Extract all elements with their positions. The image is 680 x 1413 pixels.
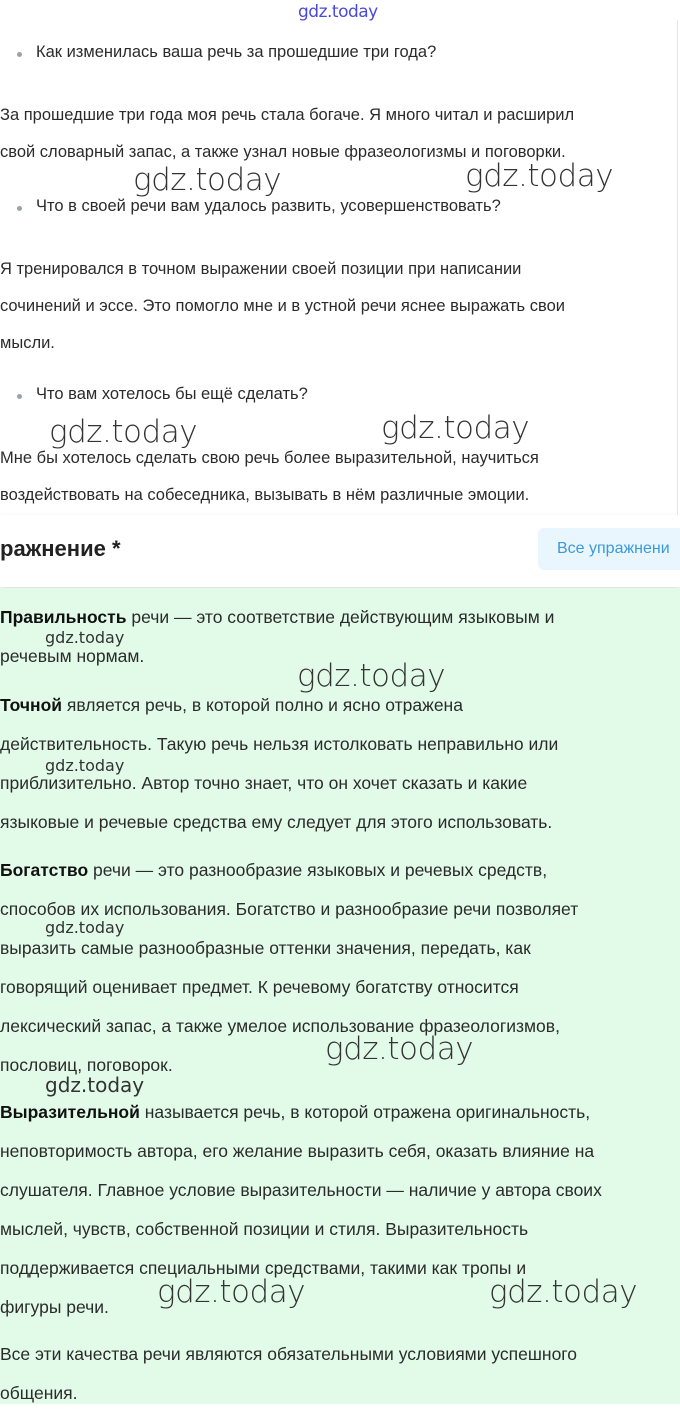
- answer-line: Мне бы хотелось сделать свою речь более выразительной, научиться: [0, 449, 539, 467]
- text-line: речи — это разнообразие языковых и речевых средств,: [88, 860, 548, 880]
- watermark: gdz.today: [489, 1274, 638, 1310]
- text-line: Все эти качества речи являются обязательными условиями успешного: [0, 1344, 578, 1364]
- text-line: речевым нормам.: [0, 646, 145, 666]
- answer-line: сочинений и эссе. Это помогло мне и в устной речи яснее выражать свои: [0, 297, 565, 315]
- text-line: неповторимость автора, его желание выразить себя, оказать влияние на: [0, 1141, 595, 1161]
- term-expressiveness: Выразительной: [0, 1102, 140, 1122]
- text-line: фигуры речи.: [0, 1297, 109, 1317]
- watermark: gdz.today: [157, 1274, 306, 1310]
- text-line: языковые и речевые средства ему следует для этого использовать.: [0, 812, 553, 832]
- text-line: слушателя. Главное условие выразительности — наличие у автора своих: [0, 1180, 602, 1200]
- watermark: gdz.today: [45, 756, 125, 775]
- text-line: выразить самые разнообразные оттенки значения, передать, как: [0, 938, 531, 958]
- watermark: gdz.today: [297, 658, 446, 694]
- text-line: действительность. Такую речь нельзя истолковать неправильно или: [0, 734, 559, 754]
- text-line: способов их использования. Богатство и разнообразие речи позволяет: [0, 899, 579, 919]
- text-line: речи — это соответствие действующим языковым и: [126, 607, 555, 627]
- section-title: ражнение *: [0, 536, 121, 561]
- watermark: gdz.today: [381, 410, 530, 446]
- watermark: gdz.today: [465, 158, 614, 194]
- answer-2: [0, 251, 680, 362]
- question-3: Что вам хотелось бы ещё сделать?: [36, 385, 308, 403]
- watermark: gdz.today: [45, 1073, 145, 1097]
- term-richness: Богатство: [0, 860, 89, 880]
- term-correctness: Правильность: [0, 607, 127, 627]
- text-line: пословиц, поговорок.: [0, 1055, 173, 1075]
- text-line: поддерживается специальными средствами, такими как тропы и: [0, 1258, 527, 1278]
- text-line: называется речь, в которой отражена оригинальность,: [139, 1102, 591, 1122]
- question-2: Что в своей речи вам удалось развить, усовершенствовать?: [36, 197, 501, 215]
- all-exercises-button[interactable]: Все упражнени: [538, 528, 680, 570]
- answer-line: свой словарный запас, а также узнал новые фразеологизмы и поговорки.: [0, 143, 566, 161]
- text-line: лексический запас, а также умелое использование фразеологизмов,: [0, 1016, 560, 1036]
- answer-paragraph-conclusion: [0, 1335, 680, 1413]
- answer-line: мысли.: [0, 334, 55, 352]
- watermark: gdz.today: [45, 628, 125, 647]
- watermark: gdz.today: [133, 162, 282, 198]
- answer-line: воздействовать на собеседника, вызывать в нём различные эмоции.: [0, 486, 530, 504]
- answer-3: [0, 440, 680, 514]
- watermark: gdz.today: [49, 414, 198, 450]
- text-line: является речь, в которой полно и ясно отражена: [62, 695, 463, 715]
- answer-line: Я тренировался в точном выражении своей позиции при написании: [0, 260, 522, 278]
- term-accuracy: Точной: [0, 695, 63, 715]
- text-line: приблизительно. Автор точно знает, что он хочет сказать и какие: [0, 773, 528, 793]
- watermark: gdz.today: [325, 1031, 474, 1067]
- text-line: общения.: [0, 1383, 78, 1403]
- text-line: говорящий оценивает предмет. К речевому богатству относится: [0, 977, 519, 997]
- text-line: мыслей, чувств, собственной позиции и стиля. Выразительность: [0, 1219, 529, 1239]
- watermark: gdz.today: [45, 918, 125, 937]
- question-1: Как изменилась ваша речь за прошедшие три года?: [36, 43, 437, 61]
- watermark-top: gdz.today: [298, 2, 378, 22]
- answer-line: За прошедшие три года моя речь стала богаче. Я много читал и расширил: [0, 106, 575, 124]
